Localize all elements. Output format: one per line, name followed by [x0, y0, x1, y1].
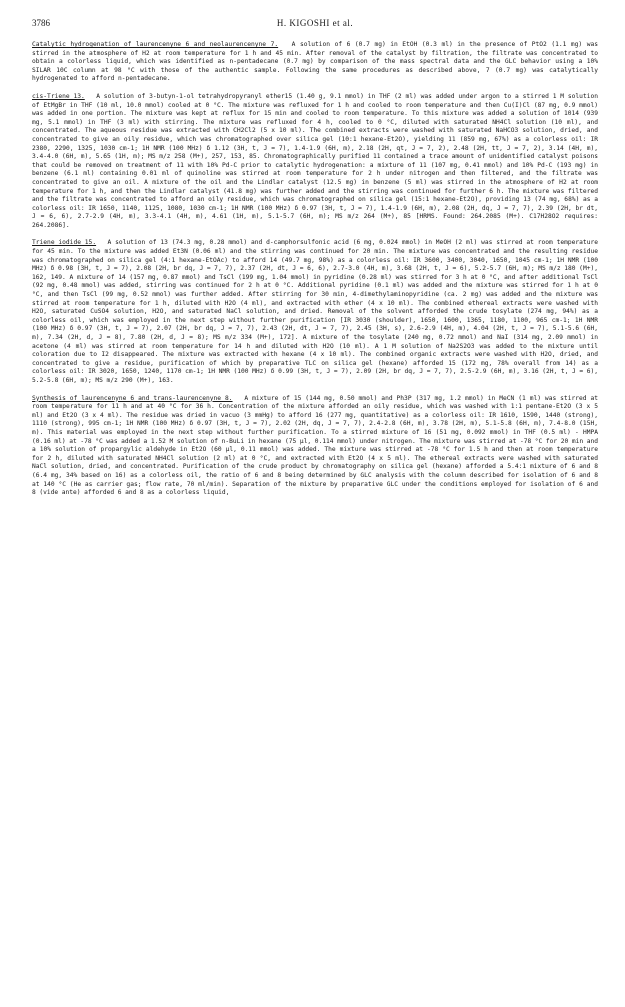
- paragraph: [32, 93, 598, 231]
- section-heading: Catalytic hydrogenation of laurencenyne 6 and neolaurencenyne 7.: [32, 41, 279, 48]
- page-header: [32, 18, 598, 32]
- section-body: A mixture of 15 (144 mg, 0.50 mmol) and Ph3P (317 mg, 1.2 mmol) in MeCN (1 ml) was stirred at room temperature for 11 h and at 40 °C for 36 h. Concentration of the mixture afforded an oily residue, which was washed with 1:1 pentane-Et2O (3 x 5 ml) and Et2O (3 x 4 ml). The residue was dried in vacuo (3 mmHg) to afford 16 (277 mg, quantitative) as a colorless oil: IR 1610, 1590, 1440 (strong), 1110 (strong), 995 cm-1; 1H NMR (100 MHz) δ 0.97 (3H, t, J = 7), 2.02 (2H, dq, J = 7, 7), 2.4-2.8 (6H, m), 3.78 (2H, m), 5.1-5.8 (6H, m), 7.4-8.0 (15H, m). This material was employed in the next step without further purification. To a stirred mixture of 16 (51 mg, 0.092 mmol) in THF (0.5 ml) - HMPA (0.16 ml) at -78 °C was added a 1.52 M solution of n-BuLi in hexane (75 µl, 0.114 mmol) under nitrogen. The mixture was stirred at -78 °C for 20 min and a 10% solution of propargylic aldehyde in Et2O (60 µl, 0.11 mmol) was added. The mixture was stirred at -78 °C for 1.5 h and then at room temperature for 2 h, diluted with saturated NH4Cl solution (2 ml) at 0 °C, and extracted with Et2O (4 x 5 ml). The ethereal extracts were washed with saturated NaCl solution, dried, and concentrated. Purification of the crude product by chromatography on silica gel (hexane) afforded a 5.4:1 mixture of 6 and 8 (6.4 mg, 34% based on 16) as a colorless oil, the ratio of 6 and 8 being determined by GLC analysis with the column described for isolation of 6 and 8 at 140 °C (He as carrier gas; flow rate, 70 ml/min). Separation of the mixture by preparative GLC under the conditions employed for isolation of 6 and 8 (vide ante) afforded 6 and 8 as a colorless liquid,: [32, 394, 598, 497]
- paragraph: [32, 41, 598, 84]
- section-catalytic-hydrogenation: [32, 41, 598, 84]
- section-body: A solution of 6 (0.7 mg) in EtOH (0.3 ml) in the presence of PtO2 (1.1 mg) was stirred in the atmosphere of H2 at room temperature for 1 h and 45 min. After removal of the catalyst by filtration, the filtrate was concentrated to obtain a colorless liquid, which was identified as n-pentadecane (0.7 mg) by comparison of the mass spectral data and the GLC behavior using a 10% SILAR 10C column at 98 °C with those of the authentic sample. Following the same procedures as described above, 7 (0.7 mg) was catalytically hydrogenated to afford n-pentadecane.: [32, 41, 598, 83]
- section-body: A solution of 13 (74.3 mg, 0.28 mmol) and d-camphorsulfonic acid (6 mg, 0.024 mmol) in MeOH (2 ml) was stirred at room temperature for 45 min. To the mixture was added Et3N (0.06 ml) and the stirring was continued for 20 min. The mixture was concentrated and the resulting residue was chromatographed on silica gel (4:1 hexane-EtOAc) to afford 14 (49.7 mg, 98%) as a colorless oil: IR 3600, 3400, 3040, 1650, 1045 cm-1; 1H NMR (100 MHz) δ 0.98 (3H, t, J = 7), 2.08 (2H, br dq, J = 7, 7), 2.37 (2H, dt, J = 6, 6), 2.7-3.0 (4H, m), 3.68 (2H, t, J = 6), 5.2-5.7 (6H, m); MS m/z 180 (M+), 162, 149. A mixture of 14 (157 mg, 0.87 mmol) and TsCl (199 mg, 1.04 mmol) in pyridine (0.28 ml) was stirred for 3 h at 0 °C, and after additional TsCl (92 mg, 0.48 mmol) was added, stirring was continued for 2 h at 0 °C. Additional pyridine (0.1 ml) was added and the mixture was stirred for 1 h at 0 °C, and then TsCl (99 mg, 0.52 mmol) was further added. After stirring for 30 min, 4-dimethylaminopyridine (ca. 2 mg) was added and the mixture was stirred at room temperature for 1 h, diluted with H2O (4 ml), and extracted with ether (4 x 10 ml). The combined ethereal extracts were washed with H2O, saturated CuSO4 solution, H2O, and saturated NaCl solution, and dried. Removal of the solvent afforded the crude tosylate (274 mg, 94%) as a colorless oil, which was employed in the next step without further purification [IR 3030 (shoulder), 1650, 1600, 1365, 1180, 1100, 965 cm-1; 1H NMR (100 MHz) δ 0.97 (3H, t, J = 7), 2.07 (2H, br dq, J = 7, 7), 2.43 (2H, dt, J = 7, 7), 2.45 (3H, s), 2.6-2.9 (4H, m), 4.04 (2H, t, J = 7), 5.1-5.6 (6H, m), 7.34 (2H, d, J = 8), 7.80 (2H, d, J = 8); MS m/z 334 (M+), 172]. A mixture of the tosylate (240 mg, 0.72 mmol) and NaI (314 mg, 2.09 mmol) in acetone (4 ml) was stirred at room temperature for 14 h and diluted with H2O (10 ml). A 1 M solution of Na2S2O3 was added to the mixture until coloration due to I2 disappeared. The mixture was extracted with hexane (4 x 10 ml). The combined organic extracts were washed with H2O, dried, and concentrated to give a residue, purification of which by preparative TLC on silica gel (hexane) afforded 15 (172 mg, 78% overall from 14) as a colorless oil: IR 3020, 1650, 1240, 1170 cm-1; 1H NMR (100 MHz) δ 0.99 (3H, t, J = 7), 2.09 (2H, br dq, J = 7, 7), 2.5-2.9 (6H, m), 3.16 (2H, t, J = 6), 5.2-5.8 (6H, m); MS m/z 290 (M+), 163.: [32, 239, 598, 384]
- section-heading: Synthesis of laurencenyne 6 and trans-laurencenyne 8.: [32, 394, 233, 402]
- section-triene-iodide: [32, 239, 598, 385]
- section-cis-triene: [32, 93, 598, 231]
- paragraph: [32, 395, 598, 498]
- page-number: 3786: [32, 18, 50, 28]
- section-heading: Triene iodide 15.: [32, 239, 97, 247]
- section-body: A solution of 3-butyn-1-ol tetrahydropyranyl ether15 (1.40 g, 9.1 mmol) in THF (2 ml) was added under argon to a stirred 1 M solution of EtMgBr in THF (10 ml, 10.0 mmol) cooled at 0 °C. The mixture was refluxed for 1 h and cooled to room temperature and then Cu(I)Cl (87 mg, 0.9 mmol) was added in one portion. The mixture was kept at reflux for 15 min and cooled to room temperature. To this mixture was added a solution of 1014 (939 mg, 5.1 mmol) in THF (3 ml) with stirring. The mixture was refluxed for 4 h, cooled to 0 °C, diluted with saturated NH4Cl solution (10 ml), and concentrated. The aqueous residue was extracted with CH2Cl2 (5 x 10 ml). The combined extracts were washed with saturated NaHCO3 solution, dried, and concentrated to give an oily residue, which was chromatographed over silica gel (10:1 hexane-Et2O), yielding 11 (859 mg, 67%) as a colorless oil: IR 2380, 2290, 1325, 1030 cm-1; 1H NMR (100 MHz) δ 1.12 (3H, t, J = 7), 1.4-1.9 (6H, m), 2.18 (2H, qt, J = 7, 2), 2.48 (2H, tt, J = 7, 2), 3.14 (4H, m), 3.4-4.0 (6H, m), 5.65 (1H, m); MS m/z 258 (M+), 257, 153, 85. Chromatographically purified 11 contained a trace amount of unidentified catalyst poisons that could be removed on treatment of 11 with 10% Pd-C prior to catalytic hydrogenation: a mixture of 11 (107 mg, 0.41 mmol) and 10% Pd-C (193 mg) in benzene (6.1 ml) containing 0.01 ml of quinoline was stirred at room temperature for 2 h under nitrogen and then filtered, and the filtrate was concentrated to give an oil. A mixture of the oil and the Lindlar catalyst (12.5 mg) in benzene (5 ml) was stirred in the atmosphere of H2 at room temperature for 1 h, and then the Lindlar catalyst (41.8 mg) was further added and the stirring was continued for further 6 h. The mixture was filtered and the filtrate was concentrated to afford an oily residue, which was chromatographed on silica gel (15:1 hexane-Et2O), providing 13 (74 mg, 68%) as a colorless oil: IR 1650, 1140, 1125, 1080, 1030 cm-1; 1H NMR (100 MHz) δ 0.97 (3H, t, J = 7), 1.4-1.9 (6H, m), 2.08 (2H, dq, J = 7, 7), 2.39 (2H, br dt, J = 6, 6), 2.7-2.9 (4H, m), 3.3-4.1 (4H, m), 4.61 (1H, m), 5.1-5.7 (6H, m); MS m/z 264 (M+), 85 [HRMS. Found: 264.2085 (M+). C17H28O2 requires: 264.2086].: [32, 92, 598, 229]
- running-title: H. KIGOSHI et al.: [276, 18, 354, 28]
- paper-page: [32, 18, 598, 498]
- section-synthesis-laurencenyne: [32, 395, 598, 498]
- paragraph: [32, 239, 598, 385]
- section-heading: cis-Triene 13.: [32, 92, 85, 100]
